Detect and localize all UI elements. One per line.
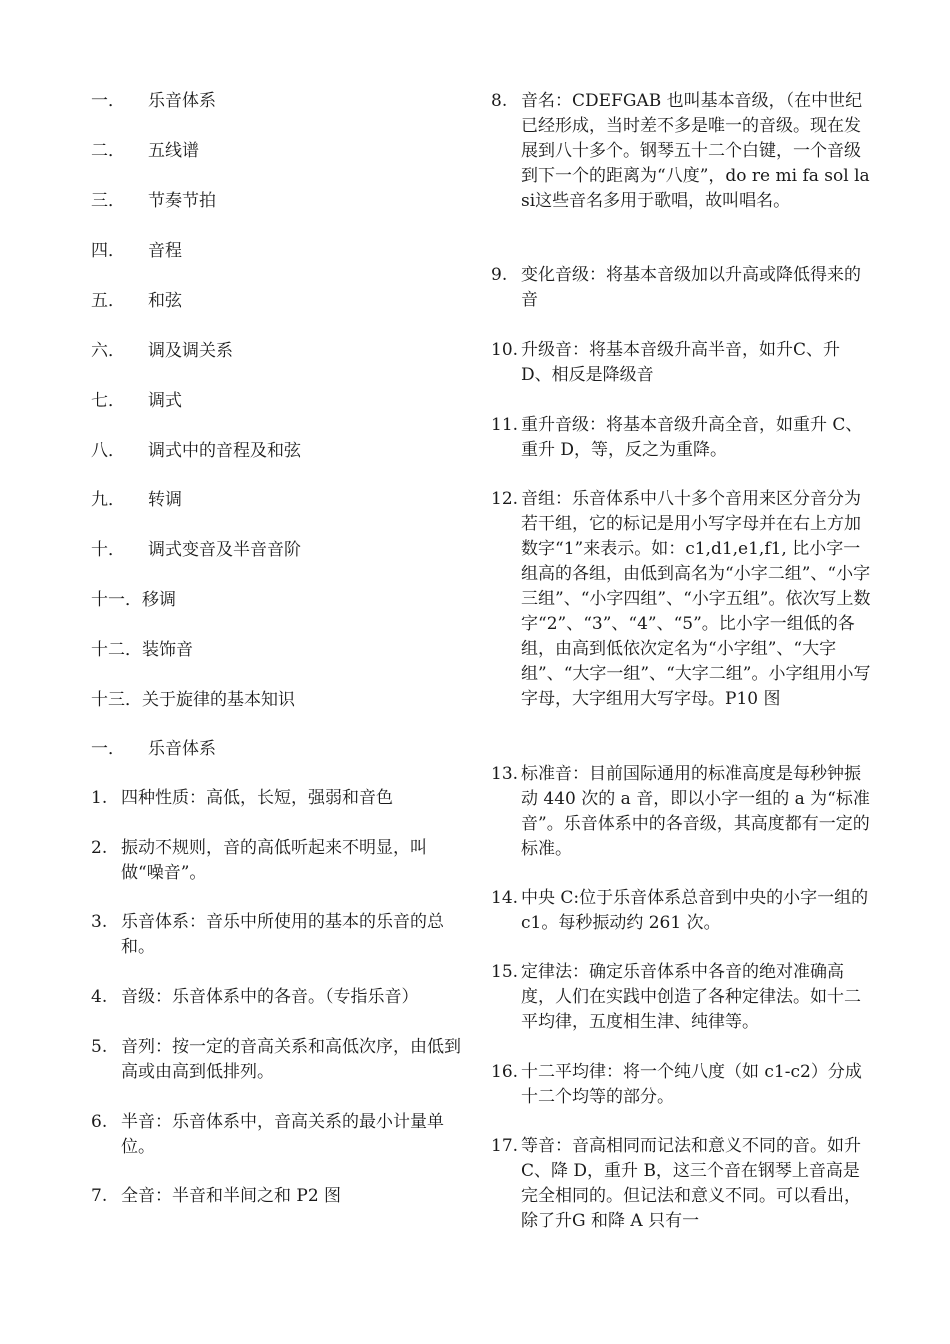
item-number: 12. [491, 489, 519, 509]
item-text: 升级音：将基本音级升高半音，如升C、升 D、相反是降级音 [521, 340, 841, 385]
item-text: 四种性质：高低，长短，强弱和音色 [121, 788, 393, 808]
toc-item [91, 488, 182, 512]
list-item [91, 1035, 461, 1085]
toc-item [91, 339, 233, 363]
toc-label: 节奏节拍 [148, 191, 216, 211]
toc-item [91, 588, 176, 612]
toc-item [91, 389, 182, 413]
item-number: 3. [91, 912, 108, 932]
item-text: 音名：CDEFGAB 也叫基本音级，（在中世纪已经形成，当时差不多是唯一的音级。现在发展到八十多个。钢琴五十二个白键，一个音级到下一个的距离为“八度”，do re mi fa sol la si这些音名多用于歌唱，故叫唱名。 [521, 91, 870, 211]
item-number: 4. [91, 987, 108, 1007]
toc-item [91, 89, 216, 113]
item-number: 16. [491, 1062, 519, 1082]
item-number: 2. [91, 838, 108, 858]
list-item [491, 1134, 871, 1234]
toc-label: 乐音体系 [148, 91, 216, 111]
item-text: 变化音级：将基本音级加以升高或降低得来的音 [521, 265, 861, 310]
list-item [491, 413, 871, 463]
item-number: 10. [491, 340, 519, 360]
list-item [91, 985, 461, 1010]
toc-number: 十一． [91, 590, 142, 610]
item-number: 7. [91, 1186, 108, 1206]
toc-item [91, 289, 182, 313]
item-number: 15. [491, 962, 519, 982]
toc-label: 调式中的音程及和弦 [148, 441, 301, 461]
list-item [491, 960, 871, 1035]
toc-label: 转调 [148, 490, 182, 510]
section-heading [91, 737, 216, 761]
toc-item [91, 189, 216, 213]
item-number: 8. [491, 91, 508, 111]
toc-label: 音程 [148, 241, 182, 261]
toc-item [91, 638, 193, 662]
toc-number: 九． [91, 490, 125, 510]
list-item [491, 263, 871, 313]
list-item [491, 89, 871, 214]
toc-number: 六． [91, 341, 125, 361]
list-item [91, 836, 461, 886]
list-item [91, 1110, 461, 1160]
toc-label: 移调 [142, 590, 176, 610]
item-number: 6. [91, 1112, 108, 1132]
item-text: 半音：乐音体系中，音高关系的最小计量单位。 [121, 1112, 444, 1157]
item-text: 重升音级：将基本音级升高全音，如重升 C、重升 D，等，反之为重降。 [521, 415, 863, 460]
toc-label: 调式变音及半音音阶 [148, 540, 301, 560]
toc-label: 关于旋律的基本知识 [142, 690, 295, 710]
toc-number: 三． [91, 191, 125, 211]
toc-label: 和弦 [148, 291, 182, 311]
toc-number: 十． [91, 540, 125, 560]
item-text: 振动不规则，音的高低听起来不明显，叫做“噪音”。 [121, 838, 427, 883]
item-text: 等音：音高相同而记法和意义不同的音。如升 C、降 D，重升 B，这三个音在钢琴上音高是完全相同的。但记法和意义不同。可以看出，除了升G 和降 A 只有一 [521, 1136, 861, 1231]
toc-label: 装饰音 [142, 640, 193, 660]
toc-number: 十三． [91, 690, 142, 710]
toc-number: 一． [91, 91, 125, 111]
toc-number: 七． [91, 391, 125, 411]
item-number: 11. [491, 415, 519, 435]
list-item [491, 487, 871, 712]
item-text: 中央 C:位于乐音体系总音到中央的小字一组的 c1。每秒振动约 261 次。 [521, 888, 869, 933]
toc-label: 五线谱 [148, 141, 199, 161]
list-item [491, 1060, 871, 1110]
item-text: 标准音：目前国际通用的标准高度是每秒钟振动 440 次的 a 音，即以小字一组的 a 为“标准音”。乐音体系中的各音级，其高度都有一定的标准。 [521, 764, 870, 859]
toc-number: 二． [91, 141, 125, 161]
item-number: 13. [491, 764, 519, 784]
item-text: 定律法：确定乐音体系中各音的绝对准确高度，人们在实践中创造了各种定律法。如十二平均律，五度相生津、纯律等。 [521, 962, 861, 1032]
toc-item [91, 439, 301, 463]
list-item [491, 886, 871, 936]
toc-number: 五． [91, 291, 125, 311]
item-text: 十二平均律：将一个纯八度（如 c1-c2）分成十二个均等的部分。 [521, 1062, 862, 1107]
toc-label: 调式 [148, 391, 182, 411]
item-text: 音组：乐音体系中八十多个音用来区分音分为若干组，它的标记是用小写字母并在右上方加数字“1”来表示。如：c1,d1,e1,f1, 比小字一组高的各组，由低到高名为“小字二组”、“小字三组”、“小字四组”、“小字五组”。依次写上数字“2”、“3”、“4”、“5”。比小字一组低的各组，由高到低依次定名为“小字组”、“大字组”、“大字一组”、“大字二组”。小字组用小写字母，大字组用大写字母。P10 图 [521, 489, 871, 709]
toc-item [91, 688, 295, 712]
toc-item [91, 139, 199, 163]
toc-item [91, 538, 301, 562]
list-item [491, 338, 871, 388]
toc-number: 八． [91, 441, 125, 461]
list-item [91, 786, 461, 811]
item-text: 全音：半音和半间之和 P2 图 [121, 1186, 342, 1206]
item-text: 音级：乐音体系中的各音。（专指乐音） [121, 987, 419, 1007]
item-number: 17. [491, 1136, 519, 1156]
toc-number: 四． [91, 241, 125, 261]
toc-number: 十二． [91, 640, 142, 660]
toc-item [91, 239, 182, 263]
toc-label: 调及调关系 [148, 341, 233, 361]
item-text: 乐音体系：音乐中所使用的基本的乐音的总和。 [121, 912, 444, 957]
list-item [91, 1184, 461, 1209]
item-number: 9. [491, 265, 508, 285]
section-number: 一． [91, 739, 125, 759]
item-number: 1. [91, 788, 108, 808]
section-title: 乐音体系 [148, 739, 216, 759]
list-item [91, 910, 461, 960]
item-number: 14. [491, 888, 519, 908]
item-number: 5. [91, 1037, 108, 1057]
list-item [491, 762, 871, 862]
item-text: 音列：按一定的音高关系和高低次序，由低到高或由高到低排列。 [121, 1037, 461, 1082]
